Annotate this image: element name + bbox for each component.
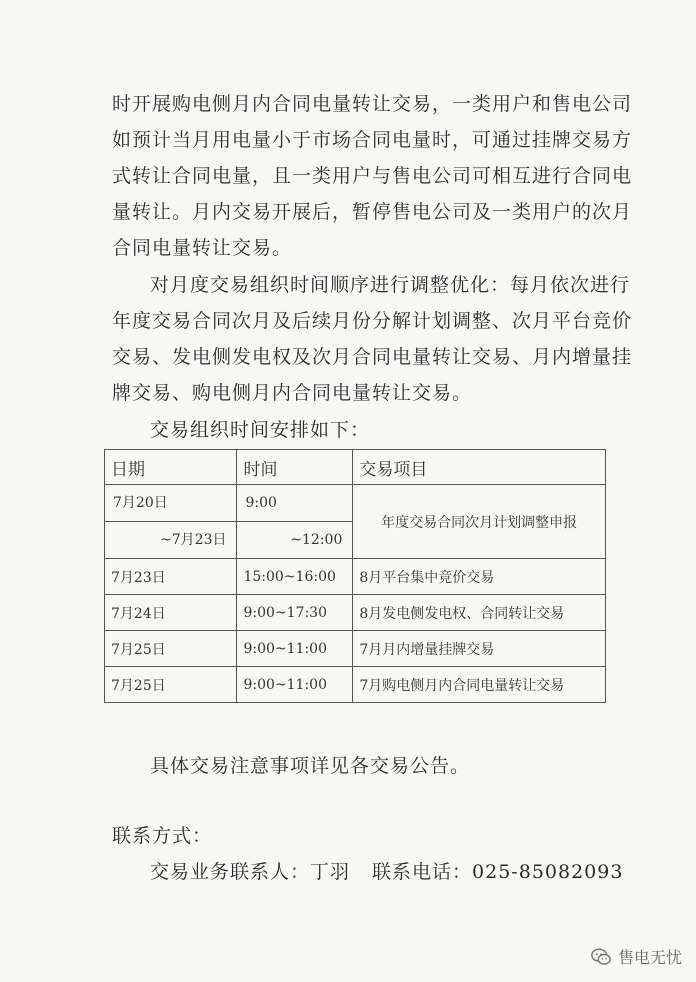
contact-heading-text: 联系方式： [112,825,213,847]
intro-line: 量转让。月内交易开展后，暂停售电公司及一类用户的次月 [112,201,633,223]
intro-line: 合同电量转让交易。 [112,237,293,259]
date-cell: 7月23日 [105,559,237,595]
contact-person-label: 交易业务联系人： [150,861,311,883]
header-date: 日期 [105,450,237,485]
wechat-icon [590,946,612,968]
time-cell: 9:00~17:30 [237,595,353,631]
schedule-table [104,449,606,703]
time-end: ~12:00 [290,532,343,548]
watermark-text: 售电无忧 [617,948,682,967]
contact-phone: 025-85082093 [472,861,624,883]
date-start: 7月20日 [105,485,236,522]
date-cell: 7月25日 [105,667,237,703]
optimization-line: 年度交易合同次月及后续月份分解计划调整、次月平台竞价 [112,310,633,332]
header-item: 交易项目 [353,450,606,485]
time-cell: 9:00~11:00 [237,667,353,703]
table-row [105,595,606,631]
intro-line: 如预计当月用电量小于市场合同电量时，可通过挂牌交易方 [112,129,633,151]
date-cell: 7月24日 [105,595,237,631]
optimization-line: 牌交易、购电侧月内合同电量转让交易。 [112,382,473,404]
date-range-cell [105,485,237,559]
table-row [105,559,606,595]
table-row [105,485,606,559]
table-row [105,667,606,703]
time-cell: 15:00~16:00 [237,559,353,595]
time-cell: 9:00~11:00 [237,631,353,667]
intro-line: 时开展购电侧月内合同电量转让交易，一类用户和售电公司 [112,93,633,115]
date-cell: 7月25日 [105,631,237,667]
watermark [590,945,682,968]
date-end: ~7月23日 [160,532,227,548]
contact-phone-label: 联系电话： [372,861,473,883]
contact-person: 丁羽 [310,861,351,883]
item-cell: 7月月内增量挂牌交易 [353,631,606,667]
table-row [105,631,606,667]
notice-text: 具体交易注意事项详见各交易公告。 [150,755,471,777]
intro-paragraph [112,86,633,266]
time-start: 9:00 [237,485,352,522]
item-cell: 年度交易合同次月计划调整申报 [353,485,606,559]
table-header-row [105,450,606,485]
item-cell: 8月发电侧发电权、合同转让交易 [353,595,606,631]
item-cell: 7月购电侧月内合同电量转让交易 [353,667,606,703]
optimization-line: 对月度交易组织时间顺序进行调整优化：每月依次进行 [150,274,631,296]
schedule-intro [112,412,612,448]
contact-heading [112,818,612,854]
notice-paragraph [112,748,612,784]
header-time: 时间 [237,450,353,485]
schedule-intro-text: 交易组织时间安排如下： [150,419,371,441]
optimization-paragraph [112,267,633,411]
optimization-line: 交易、发电侧发电权及次月合同电量转让交易、月内增量挂 [112,346,633,368]
contact-line [112,854,624,890]
contact-info [112,854,624,890]
intro-line: 式转让合同电量，且一类用户与售电公司可相互进行合同电 [112,165,633,187]
time-range-cell [237,485,353,559]
item-cell: 8月平台集中竞价交易 [353,559,606,595]
